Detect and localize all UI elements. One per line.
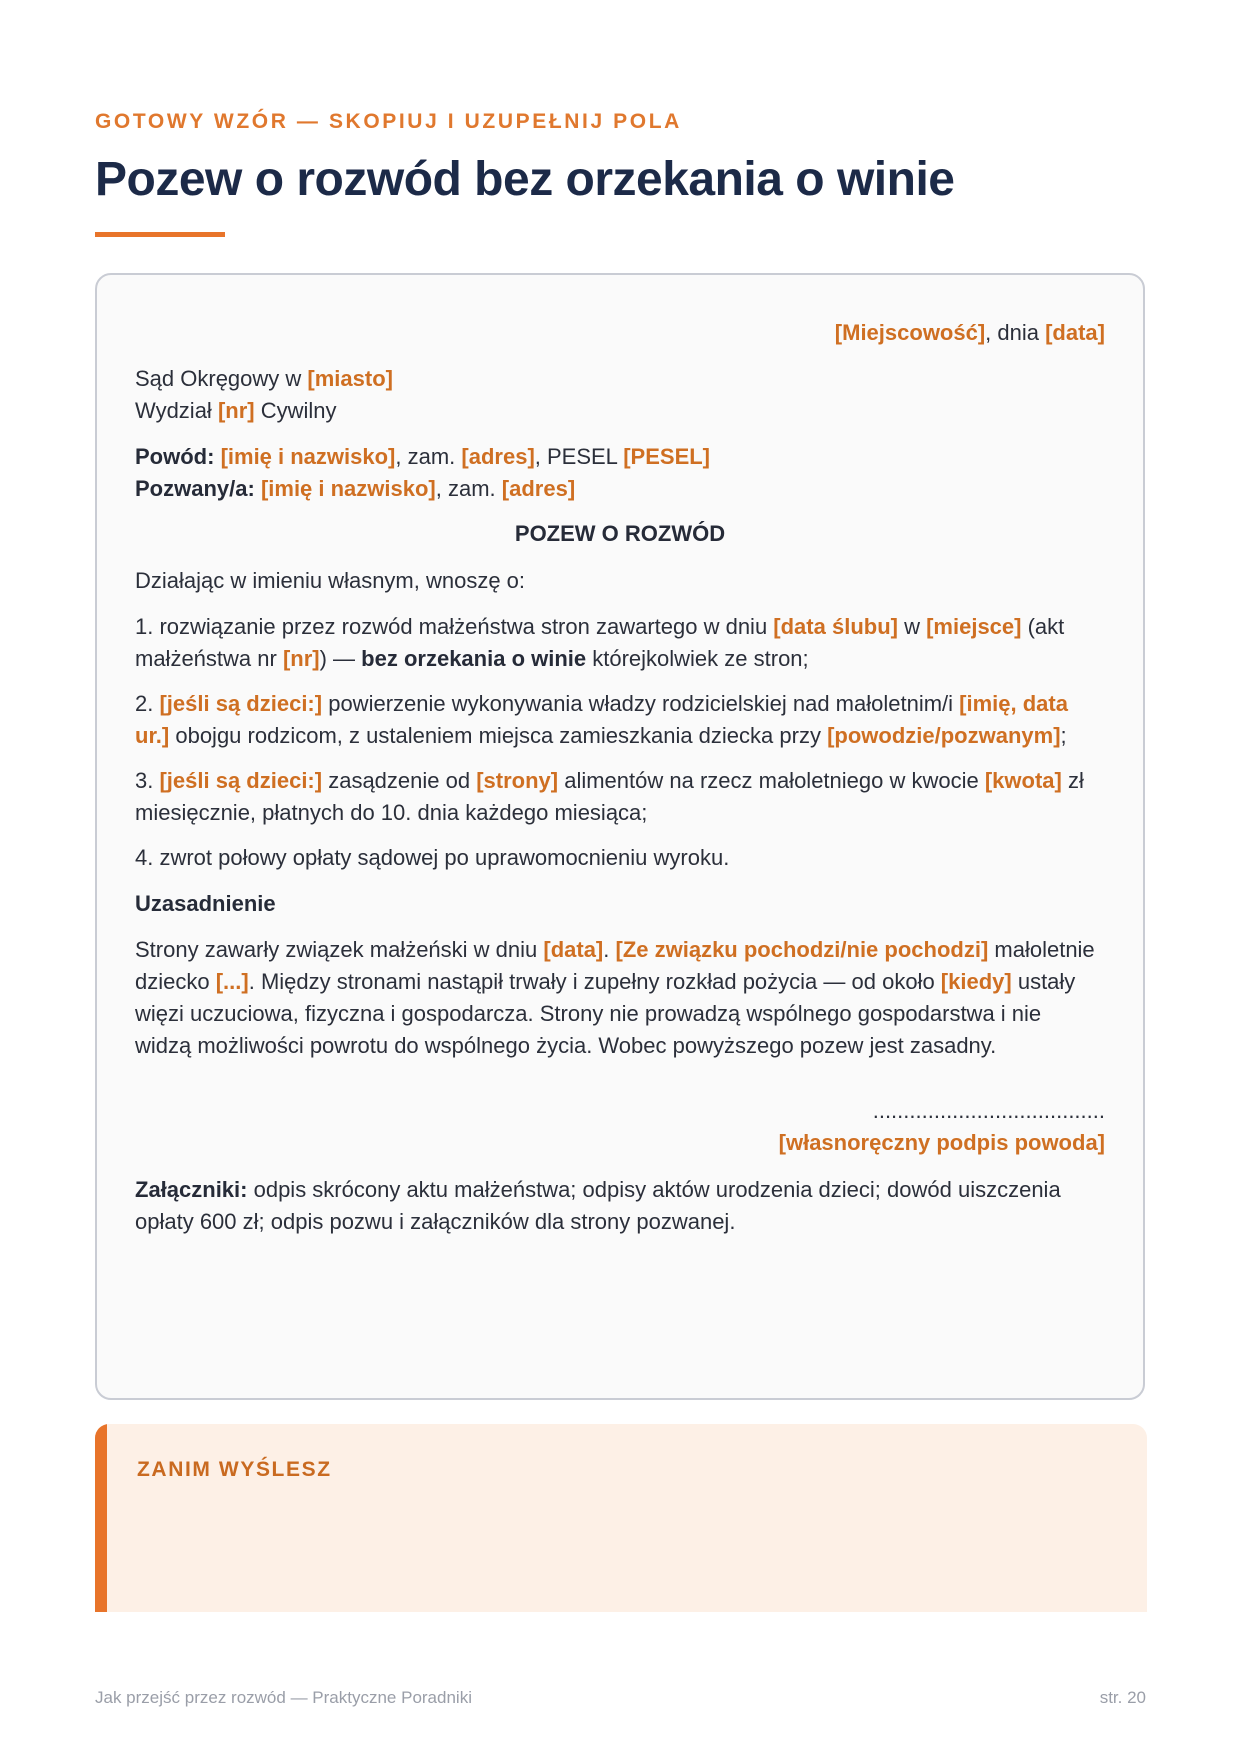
division-post: Cywilny <box>254 398 337 423</box>
placeholder-child-date-cont: ur.] <box>135 723 170 748</box>
justification-line-1 <box>135 932 1105 968</box>
p1-text-h: ) — <box>319 646 362 671</box>
signature-placeholder: [własnoręczny podpis powoda] <box>778 1130 1105 1155</box>
p1-text-a: 1. rozwiązanie przez rozwód małżeństwa stron zawartego w dniu <box>135 614 774 639</box>
defendant-label: Pozwany/a: <box>135 476 255 501</box>
page-title: Pozew o rozwód bez orzekania o winie <box>95 153 955 206</box>
placeholder-residence-parent: [powodzie/pozwanym] <box>827 723 1061 748</box>
point-3-line-1 <box>135 763 1105 799</box>
defendant-line <box>135 471 1105 507</box>
justification-line-3: więzi uczuciowa, fizyczna i gospodarcza. Strony nie prowadzą wspólnego gospodarstwa i nie <box>135 1001 1042 1026</box>
p1-text-c: w <box>897 614 927 639</box>
placeholder-if-children-2: [jeśli są dzieci:] <box>159 768 323 793</box>
attachments-line-1 <box>135 1172 1105 1208</box>
p1-text-j: którejkolwiek ze stron; <box>586 646 809 671</box>
p1-text-f: małżeństwa nr <box>135 646 283 671</box>
justification-line-4: widzą możliwości powrotu do wspólnego życia. Wobec powyższego pozew jest zasadny. <box>135 1033 997 1058</box>
placeholder-marriage-date: [data] <box>543 937 604 962</box>
date-separator: , dnia <box>985 320 1046 345</box>
court-line <box>135 361 1105 397</box>
placeholder-plaintiff-name: [imię i nazwisko] <box>220 444 396 469</box>
p3-text-e: alimentów na rzecz małoletniego w kwocie <box>558 768 985 793</box>
division-line <box>135 393 1105 429</box>
placeholder-division-nr: [nr] <box>217 398 255 423</box>
defendant-zam: , zam. <box>435 476 502 501</box>
p3-text-a: 3. <box>135 768 160 793</box>
justification-line-2 <box>135 964 1105 1000</box>
placeholder-marriage-act-nr: [nr] <box>282 646 320 671</box>
p2-text-a: 2. <box>135 691 160 716</box>
placeholder-when: [kiedy] <box>940 969 1012 994</box>
point-2-line-1 <box>135 686 1105 722</box>
template-card <box>95 273 1145 1400</box>
placeholder-plaintiff-address: [adres] <box>461 444 535 469</box>
attachments-label: Załączniki: <box>135 1177 248 1202</box>
footer-left: Jak przejść przez rozwód — Praktyczne Poradniki <box>95 1688 472 1707</box>
j-text-c: . <box>603 937 616 962</box>
j-text-f: dziecko <box>135 969 216 994</box>
footer-page-number: str. 20 <box>1099 1688 1146 1707</box>
division-pre: Wydział <box>135 398 218 423</box>
document-title: POZEW O ROZWÓD <box>514 521 726 546</box>
p3-text-g: zł <box>1061 768 1084 793</box>
placeholder-child-name-date: [imię, data <box>959 691 1068 716</box>
placeholder-city: [miasto] <box>307 366 393 391</box>
p1-bold-no-fault: bez orzekania o winie <box>361 646 587 671</box>
before-sending-box <box>95 1424 1147 1612</box>
placeholder-date: [data] <box>1045 320 1105 345</box>
intro-line: Działając w imieniu własnym, wnoszę o: <box>135 568 526 593</box>
before-sending-accent-bar <box>95 1424 107 1612</box>
kicker: GOTOWY WZÓR — SKOPIUJ I UZUPEŁNIJ POLA <box>95 110 682 133</box>
point-2-line-2 <box>135 718 1105 754</box>
placeholder-place: [Miejscowość] <box>834 320 986 345</box>
plaintiff-pesel-label: , PESEL <box>534 444 624 469</box>
p2-text-f: obojgu rodzicom, z ustaleniem miejsca zamieszkania dziecka przy <box>169 723 828 748</box>
j-text-k: ustały <box>1011 969 1076 994</box>
placeholder-wedding-date: [data ślubu] <box>773 614 898 639</box>
plaintiff-line <box>135 439 1105 475</box>
place-date-line <box>135 315 1105 351</box>
p1-text-e: (akt <box>1021 614 1065 639</box>
attachments-text-1: odpis skrócony aktu małżeństwa; odpisy aktów urodzenia dzieci; dowód uiszczenia <box>247 1177 1061 1202</box>
p3-text-c: zasądzenie od <box>322 768 477 793</box>
placeholder-defendant-address: [adres] <box>501 476 576 501</box>
placeholder-party: [strony] <box>476 768 559 793</box>
placeholder-children-status: [Ze związku pochodzi/nie pochodzi] <box>615 937 989 962</box>
point-4: 4. zwrot połowy opłaty sądowej po uprawomocnieniu wyroku. <box>135 845 730 870</box>
placeholder-wedding-place: [miejsce] <box>926 614 1022 639</box>
p2-text-h: ; <box>1060 723 1067 748</box>
title-underline <box>95 232 225 237</box>
j-text-e: małoletnie <box>988 937 1095 962</box>
attachments-line-2: opłaty 600 zł; odpis pozwu i załączników dla strony pozwanej. <box>135 1209 736 1234</box>
placeholder-amount: [kwota] <box>984 768 1062 793</box>
j-text-a: Strony zawarły związek małżeński w dniu <box>135 937 544 962</box>
court-text: Sąd Okręgowy w <box>135 366 308 391</box>
placeholder-pesel: [PESEL] <box>623 444 711 469</box>
before-sending-title: ZANIM WYŚLESZ <box>137 1458 332 1481</box>
plaintiff-zam: , zam. <box>395 444 462 469</box>
justification-title: Uzasadnienie <box>135 891 276 916</box>
point-1-line-1 <box>135 609 1105 645</box>
placeholder-defendant-name: [imię i nazwisko] <box>260 476 436 501</box>
plaintiff-label: Powód: <box>135 444 215 469</box>
point-3-line-2: miesięcznie, płatnych do 10. dnia każdego miesiąca; <box>135 800 648 825</box>
p2-text-c: powierzenie wykonywania władzy rodzicielskiej nad małoletnim/i <box>322 691 960 716</box>
placeholder-ellipsis: [...] <box>215 969 249 994</box>
point-1-line-2 <box>135 641 1105 677</box>
j-text-h: . Między stronami nastąpił trwały i zupełny rozkład pożycia — od około <box>248 969 941 994</box>
placeholder-if-children: [jeśli są dzieci:] <box>159 691 323 716</box>
signature-dots: ...................................... <box>872 1098 1105 1123</box>
